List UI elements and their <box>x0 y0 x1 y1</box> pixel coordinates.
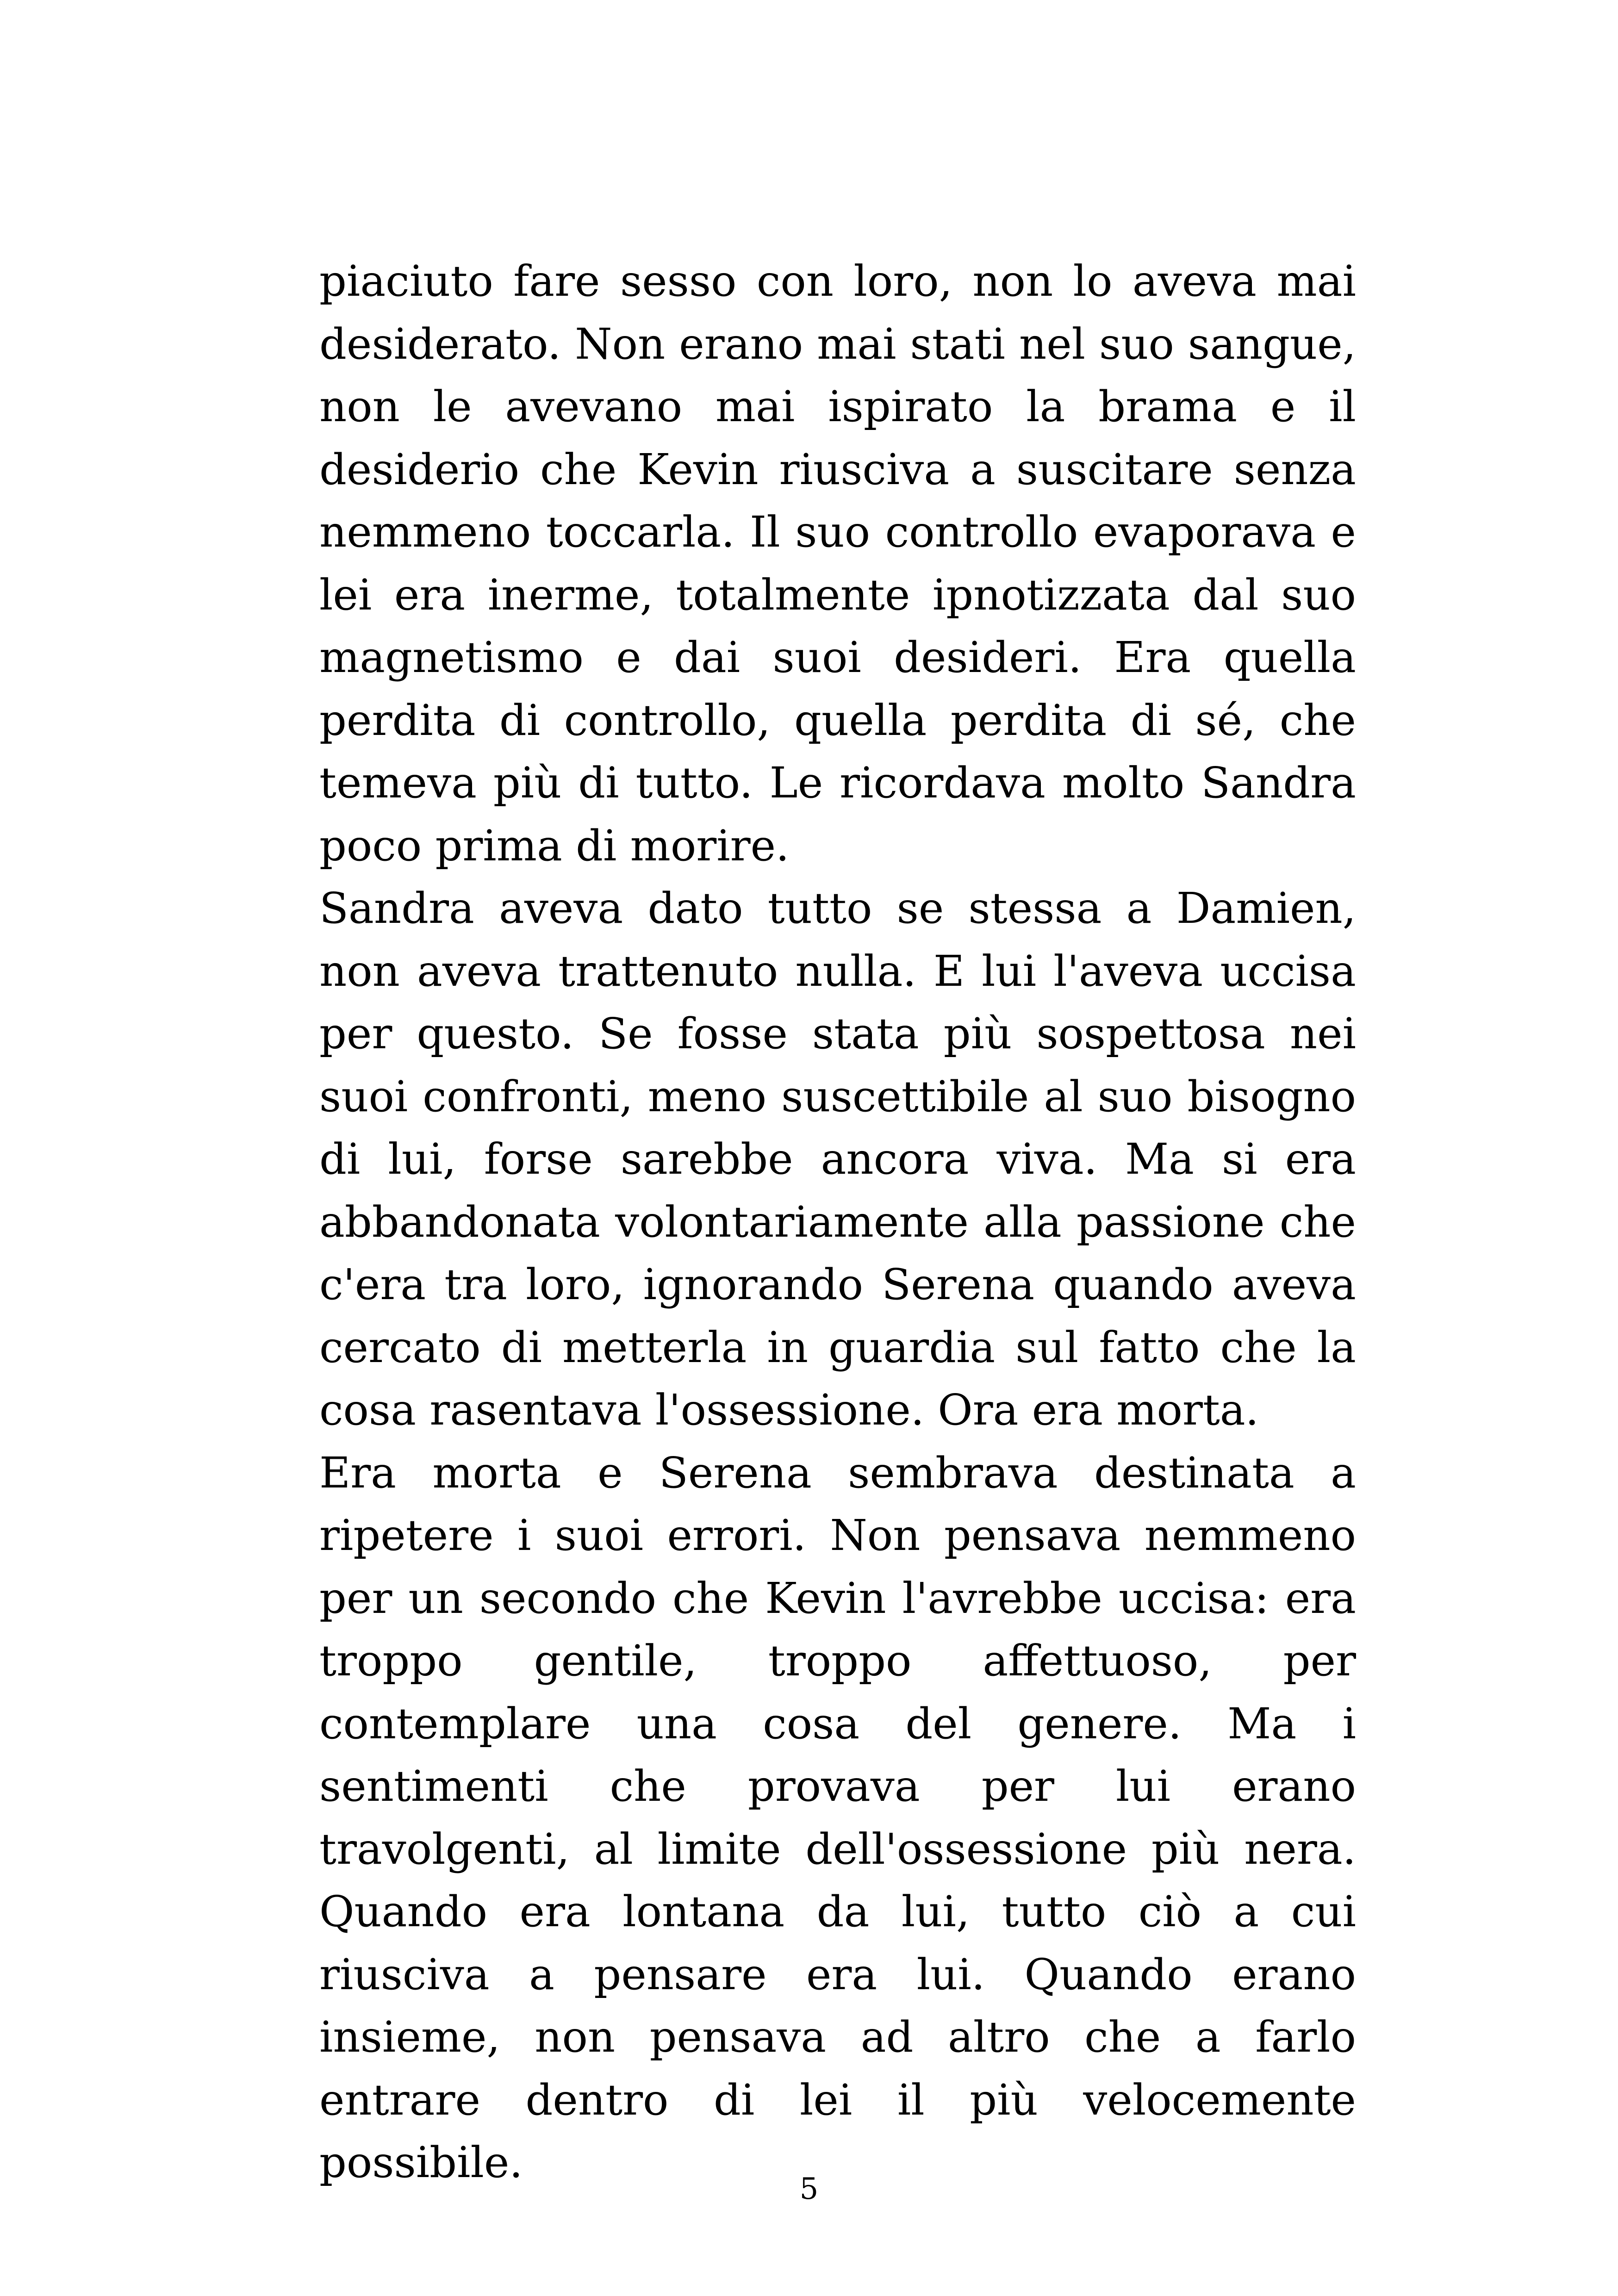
paragraph-2: Sandra aveva dato tutto se stessa a Damien, non aveva trattenuto nulla. E lui l'aveva uccisa per questo. Se fosse stata più sospettosa nei suoi confronti, meno suscettibile al suo bisogno di lui, forse sarebbe ancora viva. Ma si era abbandonata volontariamente alla passione che c'era tra loro, ignorando Serena quando aveva cercato di metterla in guardia sul fatto che la cosa rasentava l'ossessione. Ora era morta. <box>319 884 1356 1435</box>
page-number: 5 <box>799 2172 819 2206</box>
body-text <box>319 250 1356 2194</box>
paragraph-3: Era morta e Serena sembrava destinata a ripetere i suoi errori. Non pensava nemmeno per un secondo che Kevin l'avrebbe uccisa: era troppo gentile, troppo affettuoso, per contemplare una cosa del genere. Ma i sentimenti che provava per lui erano travolgenti, al limite dell'ossessione più nera. Quando era lontana da lui, tutto ciò a cui riusciva a pensare era lui. Quando erano insieme, non pensava ad altro che a farlo entrare dentro di lei il più velocemente possibile. <box>319 1448 1356 2187</box>
paragraph-1: piaciuto fare sesso con loro, non lo aveva mai desiderato. Non erano mai stati nel suo sangue, non le avevano mai ispirato la brama e il desiderio che Kevin riusciva a suscitare senza nemmeno toccarla. Il suo controllo evaporava e lei era inerme, totalmente ipnotizzata dal suo magnetismo e dai suoi desideri. Era quella perdita di controllo, quella perdita di sé, che temeva più di tutto. Le ricordava molto Sandra poco prima di morire. <box>319 256 1356 871</box>
